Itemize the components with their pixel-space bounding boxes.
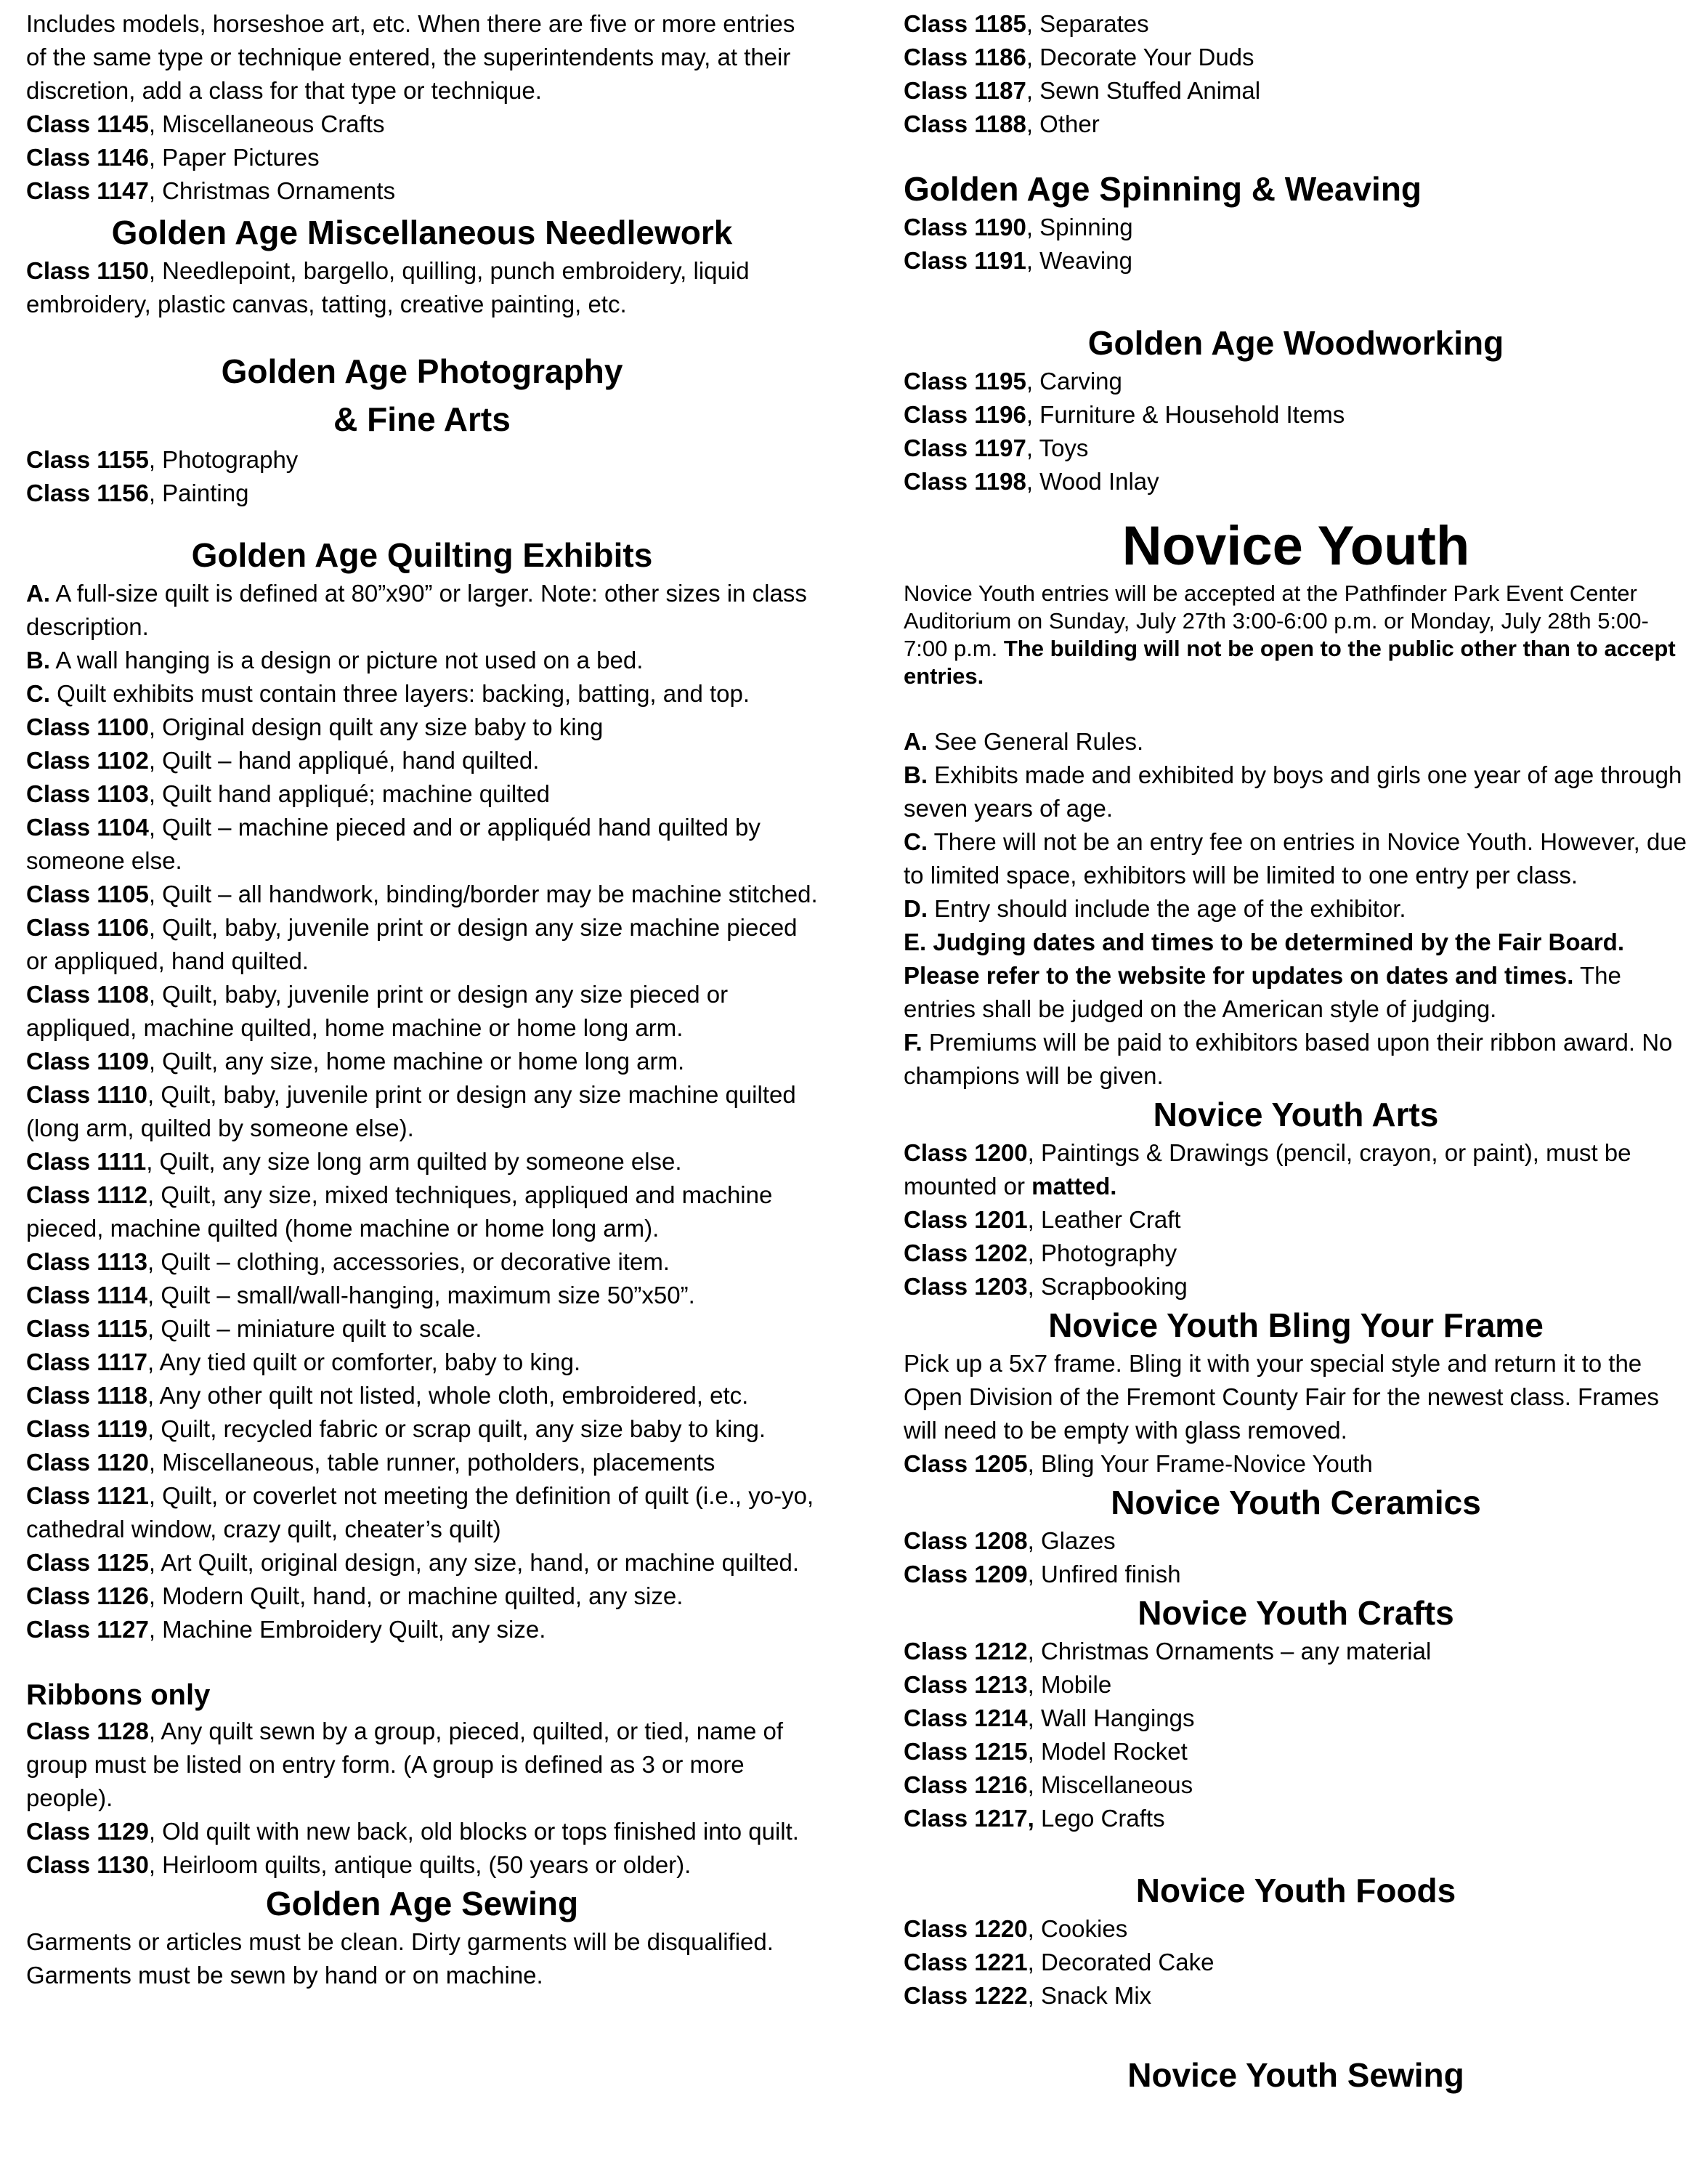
class-entry: Class 1187, Sewn Stuffed Animal (904, 77, 1261, 104)
class-entry: Class 1114, Quilt – small/wall-hanging, maximum size 50”x50”. (26, 1282, 695, 1309)
photography-heading: Golden Age Photography & Fine Arts (221, 352, 623, 438)
class-entry: Class 1190, Spinning (904, 214, 1133, 240)
class-entry: Class 1113, Quilt – clothing, accessories, or decorative item. (26, 1248, 670, 1275)
woodworking-heading: Golden Age Woodworking (1087, 324, 1504, 362)
sewing-class-list (904, 7, 1688, 141)
ribbons-class-list (26, 1715, 818, 1882)
novice-rule: B. Exhibits made and exhibited by boys and girls one year of age through seven years of age. (904, 761, 1682, 822)
class-entry: Class 1129, Old quilt with new back, old blocks or tops finished into quilt. (26, 1818, 799, 1845)
class-entry: Class 1221, Decorated Cake (904, 1949, 1215, 1975)
quilting-rule: C. Quilt exhibits must contain three layers: backing, batting, and top. (26, 680, 750, 707)
class-entry: Class 1120, Miscellaneous, table runner, potholders, placements (26, 1449, 715, 1476)
crafts-class-list (26, 108, 818, 208)
novice-rule: E. Judging dates and times to be determined by the Fair Board. Please refer to the website for updates on dates and times. The entries shall be judged on the American style of judging. (904, 929, 1624, 1022)
class-entry: Class 1195, Carving (904, 368, 1122, 395)
class-entry: Class 1108, Quilt, baby, juvenile print or design any size pieced or appliqued, machine quilted, home machine or home long arm. (26, 981, 729, 1041)
ceramics-heading: Novice Youth Ceramics (1111, 1484, 1481, 1521)
class-entry: Class 1198, Wood Inlay (904, 468, 1159, 495)
class-entry: Class 1111, Quilt, any size long arm quilted by someone else. (26, 1148, 682, 1175)
class-entry: Class 1104, Quilt – machine pieced and or appliquéd hand quilted by someone else. (26, 814, 761, 874)
class-entry: Class 1186, Decorate Your Duds (904, 44, 1254, 70)
left-column (26, 7, 818, 1992)
class-entry: Class 1126, Modern Quilt, hand, or machine quilted, any size. (26, 1582, 684, 1609)
class-entry: Class 1127, Machine Embroidery Quilt, any size. (26, 1616, 546, 1643)
class-entry: Class 1205, Bling Your Frame-Novice Youth (904, 1450, 1373, 1477)
class-entry: Class 1217, Lego Crafts (904, 1805, 1165, 1832)
class-entry: Class 1100, Original design quilt any size baby to king (26, 713, 604, 740)
class-entry: Class 1109, Quilt, any size, home machine or home long arm. (26, 1048, 685, 1075)
class-entry: Class 1185, Separates (904, 10, 1149, 37)
bling-intro: Pick up a 5x7 frame. Bling it with your special style and return it to the Open Division of the Fremont County Fair for the newest class. Frames will need to be empty with glass removed. (904, 1350, 1659, 1444)
class-entry: Class 1203, Scrapbooking (904, 1273, 1188, 1300)
class-entry: Class 1146, Paper Pictures (26, 144, 320, 171)
woodworking-class-list (904, 365, 1688, 498)
class-entry: Class 1220, Cookies (904, 1915, 1128, 1942)
sewing-intro: Garments or articles must be clean. Dirty garments will be disqualified. Garments must be sewn by hand or on machine. (26, 1928, 774, 1989)
novice-youth-intro: Novice Youth entries will be accepted at the Pathfinder Park Event Center Auditorium on Sunday, July 27th 3:00-6:00 p.m. or Monday, July 28th 5:00-7:00 p.m. The building will not be open to the public other than to accept entries. (904, 581, 1676, 689)
class-entry: Class 1102, Quilt – hand appliqué, hand quilted. (26, 747, 540, 774)
spinning-class-list (904, 211, 1688, 278)
novice-rule: F. Premiums will be paid to exhibitors based upon their ribbon award. No champions will be given. (904, 1029, 1673, 1089)
class-entry: Class 1106, Quilt, baby, juvenile print or design any size machine pieced or appliqued, hand quilted. (26, 914, 798, 974)
class-entry: Class 1150, Needlepoint, bargello, quilling, punch embroidery, liquid embroidery, plastic canvas, tatting, creative painting, etc. (26, 257, 750, 318)
sewing-heading: Golden Age Sewing (265, 1885, 579, 1922)
class-entry: Class 1121, Quilt, or coverlet not meeting the definition of quilt (i.e., yo-yo, cathedral window, crazy quilt, cheater’s quilt) (26, 1482, 814, 1542)
quilting-rule: B. A wall hanging is a design or picture not used on a bed. (26, 647, 644, 674)
novice-crafts-heading: Novice Youth Crafts (1138, 1594, 1454, 1632)
ceramics-class-list (904, 1524, 1688, 1591)
novice-youth-title: Novice Youth (1122, 515, 1470, 577)
class-entry: Class 1119, Quilt, recycled fabric or scrap quilt, any size baby to king. (26, 1415, 766, 1442)
class-entry: Class 1191, Weaving (904, 247, 1132, 274)
class-entry: Class 1103, Quilt hand appliqué; machine quilted (26, 780, 551, 807)
misc-needlework-heading: Golden Age Miscellaneous Needlework (111, 214, 733, 251)
class-entry: Class 1222, Snack Mix (904, 1982, 1152, 2009)
class-entry: Class 1215, Model Rocket (904, 1738, 1188, 1765)
ribbons-only-heading: Ribbons only (26, 1679, 211, 1711)
crafts-intro: Includes models, horseshoe art, etc. When there are five or more entries of the same type or technique entered, the superintendents may, at their discretion, add a class for that type or technique. (26, 10, 795, 104)
quilting-class-list (26, 711, 818, 1646)
class-entry: Class 1208, Glazes (904, 1527, 1116, 1554)
class-entry: Class 1155, Photography (26, 446, 299, 473)
bling-heading: Novice Youth Bling Your Frame (1048, 1306, 1544, 1344)
class-entry: Class 1197, Toys (904, 434, 1089, 461)
class-entry: Class 1105, Quilt – all handwork, binding/border may be machine stitched. (26, 881, 818, 907)
right-column (904, 7, 1688, 2097)
class-entry: Class 1202, Photography (904, 1239, 1177, 1266)
class-entry: Class 1145, Miscellaneous Crafts (26, 110, 385, 137)
class-entry: Class 1115, Quilt – miniature quilt to scale. (26, 1315, 482, 1342)
class-entry: Class 1118, Any other quilt not listed, whole cloth, embroidered, etc. (26, 1382, 749, 1409)
quilting-heading: Golden Age Quilting Exhibits (191, 536, 653, 574)
spinning-weaving-heading: Golden Age Spinning & Weaving (904, 170, 1422, 208)
class-entry: Class 1117, Any tied quilt or comforter, baby to king. (26, 1348, 581, 1375)
novice-rule: A. See General Rules. (904, 728, 1144, 755)
class-entry: Class 1209, Unfired finish (904, 1561, 1181, 1588)
class-entry: Class 1147, Christmas Ornaments (26, 177, 396, 204)
novice-arts-heading: Novice Youth Arts (1153, 1096, 1439, 1133)
arts-class-list (904, 1203, 1688, 1303)
class-entry: Class 1128, Any quilt sewn by a group, pieced, quilted, or tied, name of group must be listed on entry form. (A group is defined as 3 or more people). (26, 1718, 784, 1811)
foods-class-list (904, 1912, 1688, 2013)
novice-rule: D. Entry should include the age of the exhibitor. (904, 895, 1406, 922)
quilting-rule: A. A full-size quilt is defined at 80”x90” or larger. Note: other sizes in class description. (26, 580, 807, 640)
class-entry: Class 1216, Miscellaneous (904, 1771, 1193, 1798)
class-entry: Class 1200, Paintings & Drawings (pencil, crayon, or paint), must be mounted or matted. (904, 1139, 1631, 1200)
class-entry: Class 1112, Quilt, any size, mixed techniques, appliqued and machine pieced, machine quilted (home machine or home long arm). (26, 1181, 773, 1242)
novice-sewing-heading: Novice Youth Sewing (1127, 2056, 1464, 2094)
class-entry: Class 1201, Leather Craft (904, 1206, 1181, 1233)
foods-heading: Novice Youth Foods (1135, 1872, 1456, 1909)
class-entry: Class 1110, Quilt, baby, juvenile print or design any size machine quilted (long arm, quilted by someone else). (26, 1081, 796, 1141)
class-entry: Class 1213, Mobile (904, 1671, 1112, 1698)
class-entry: Class 1196, Furniture & Household Items (904, 401, 1345, 428)
class-entry: Class 1214, Wall Hangings (904, 1704, 1195, 1731)
class-entry: Class 1188, Other (904, 110, 1100, 137)
class-entry: Class 1130, Heirloom quilts, antique quilts, (50 years or older). (26, 1851, 692, 1878)
novice-rule: C. There will not be an entry fee on entries in Novice Youth. However, due to limited space, exhibitors will be limited to one entry per class. (904, 828, 1687, 889)
class-entry: Class 1125, Art Quilt, original design, any size, hand, or machine quilted. (26, 1549, 799, 1576)
class-entry: Class 1156, Painting (26, 480, 249, 506)
class-entry: Class 1212, Christmas Ornaments – any material (904, 1638, 1432, 1665)
novice-crafts-class-list (904, 1635, 1688, 1835)
